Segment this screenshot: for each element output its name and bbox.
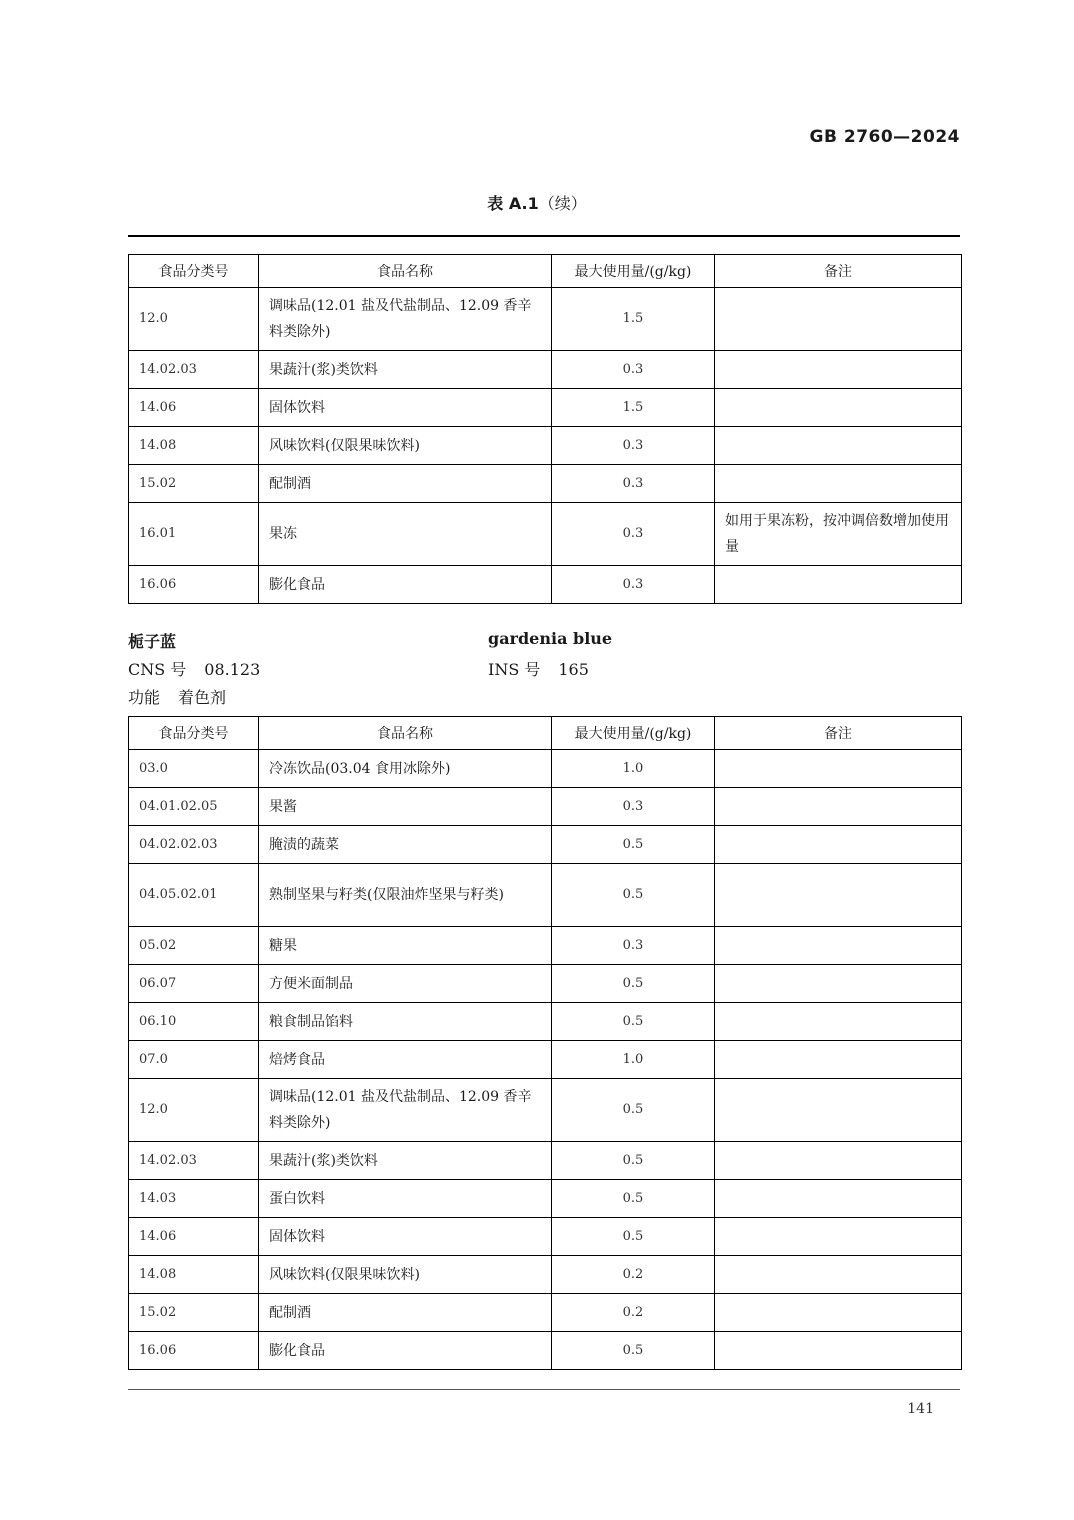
cell-code: 03.0 xyxy=(129,750,259,788)
cell-note xyxy=(715,1041,962,1079)
cell-code: 06.07 xyxy=(129,965,259,1003)
cell-code: 12.0 xyxy=(129,288,259,351)
cell-max: 0.3 xyxy=(552,566,715,604)
table-row xyxy=(129,1003,962,1041)
additive-table-2 xyxy=(128,716,962,1370)
cell-note xyxy=(715,566,962,604)
cell-max: 1.5 xyxy=(552,389,715,427)
additive-table-1 xyxy=(128,254,962,604)
cns-number xyxy=(128,657,260,680)
cell-name: 焙烤食品 xyxy=(259,1041,552,1079)
top-rule xyxy=(128,235,960,237)
cell-max: 1.5 xyxy=(552,288,715,351)
cell-max: 0.5 xyxy=(552,1332,715,1370)
col-header-category-code: 食品分类号 xyxy=(129,255,259,288)
cell-name: 调味品(12.01 盐及代盐制品、12.09 香辛料类除外) xyxy=(259,1079,552,1142)
cell-name: 风味饮料(仅限果味饮料) xyxy=(259,1256,552,1294)
cell-name: 果酱 xyxy=(259,788,552,826)
cell-max: 1.0 xyxy=(552,1041,715,1079)
table-row xyxy=(129,788,962,826)
cell-name: 固体饮料 xyxy=(259,1218,552,1256)
cell-name: 冷冻饮品(03.04 食用冰除外) xyxy=(259,750,552,788)
cell-name: 风味饮料(仅限果味饮料) xyxy=(259,427,552,465)
cell-name: 调味品(12.01 盐及代盐制品、12.09 香辛料类除外) xyxy=(259,288,552,351)
cell-code: 14.08 xyxy=(129,1256,259,1294)
cell-name: 果蔬汁(浆)类饮料 xyxy=(259,351,552,389)
function-label: 功能 xyxy=(128,688,161,707)
col-header-food-name: 食品名称 xyxy=(259,255,552,288)
cell-code: 16.01 xyxy=(129,503,259,566)
cell-note xyxy=(715,965,962,1003)
cell-code: 04.01.02.05 xyxy=(129,788,259,826)
cell-name: 膨化食品 xyxy=(259,1332,552,1370)
cell-code: 14.06 xyxy=(129,1218,259,1256)
cell-max: 0.5 xyxy=(552,1180,715,1218)
cell-max: 0.2 xyxy=(552,1294,715,1332)
function-value: 着色剂 xyxy=(178,688,227,707)
cns-label: CNS 号 xyxy=(128,660,187,679)
ins-value: 165 xyxy=(558,660,589,679)
table-row xyxy=(129,1332,962,1370)
cell-name: 配制酒 xyxy=(259,1294,552,1332)
cell-name: 果蔬汁(浆)类饮料 xyxy=(259,1142,552,1180)
cell-name: 糖果 xyxy=(259,927,552,965)
col-header-remarks: 备注 xyxy=(715,717,962,750)
cell-note xyxy=(715,1256,962,1294)
cell-name: 腌渍的蔬菜 xyxy=(259,826,552,864)
cell-note xyxy=(715,465,962,503)
standard-code: GB 2760—2024 xyxy=(809,127,960,147)
table-row xyxy=(129,1079,962,1142)
table-row xyxy=(129,1142,962,1180)
cell-code: 04.05.02.01 xyxy=(129,864,259,927)
ins-label: INS 号 xyxy=(488,660,541,679)
cell-note xyxy=(715,1332,962,1370)
table-row xyxy=(129,826,962,864)
page-number: 141 xyxy=(907,1401,934,1417)
cell-note xyxy=(715,351,962,389)
table-row xyxy=(129,465,962,503)
table-header-row xyxy=(129,717,962,750)
cell-name: 熟制坚果与籽类(仅限油炸坚果与籽类) xyxy=(259,864,552,927)
cell-max: 0.3 xyxy=(552,927,715,965)
cell-code: 04.02.02.03 xyxy=(129,826,259,864)
cell-note xyxy=(715,1079,962,1142)
cell-code: 14.06 xyxy=(129,389,259,427)
cell-name: 固体饮料 xyxy=(259,389,552,427)
table-row xyxy=(129,1256,962,1294)
table-row xyxy=(129,864,962,927)
additive-name-cn: 栀子蓝 xyxy=(128,632,177,651)
cell-name: 膨化食品 xyxy=(259,566,552,604)
cell-max: 0.5 xyxy=(552,826,715,864)
col-header-food-name: 食品名称 xyxy=(259,717,552,750)
col-header-max-usage: 最大使用量/(g/kg) xyxy=(552,255,715,288)
function-line xyxy=(128,685,226,708)
cell-name: 配制酒 xyxy=(259,465,552,503)
cell-note xyxy=(715,1142,962,1180)
cell-note xyxy=(715,927,962,965)
cell-max: 0.3 xyxy=(552,351,715,389)
table-row xyxy=(129,1294,962,1332)
ins-number xyxy=(488,657,589,680)
cell-note xyxy=(715,1294,962,1332)
table-row xyxy=(129,965,962,1003)
cell-max: 0.5 xyxy=(552,1218,715,1256)
cell-note xyxy=(715,788,962,826)
cell-max: 0.3 xyxy=(552,503,715,566)
cell-note xyxy=(715,288,962,351)
table-row xyxy=(129,566,962,604)
table-row xyxy=(129,1041,962,1079)
cell-max: 0.5 xyxy=(552,1142,715,1180)
cell-note xyxy=(715,864,962,927)
cell-code: 16.06 xyxy=(129,566,259,604)
table-row xyxy=(129,351,962,389)
table-caption-suffix: （续） xyxy=(538,194,587,213)
cell-name: 果冻 xyxy=(259,503,552,566)
cell-max: 0.3 xyxy=(552,427,715,465)
cell-note: 如用于果冻粉，按冲调倍数增加使用量 xyxy=(715,503,962,566)
col-header-max-usage: 最大使用量/(g/kg) xyxy=(552,717,715,750)
table-caption-prefix: 表 A.1 xyxy=(487,194,539,213)
cell-max: 0.5 xyxy=(552,1003,715,1041)
cell-code: 15.02 xyxy=(129,465,259,503)
cns-value: 08.123 xyxy=(204,660,261,679)
cell-code: 14.03 xyxy=(129,1180,259,1218)
cell-code: 16.06 xyxy=(129,1332,259,1370)
cell-note xyxy=(715,427,962,465)
cell-name: 粮食制品馅料 xyxy=(259,1003,552,1041)
table-row xyxy=(129,750,962,788)
cell-code: 14.02.03 xyxy=(129,351,259,389)
cell-note xyxy=(715,750,962,788)
cell-max: 0.5 xyxy=(552,864,715,927)
table-row xyxy=(129,288,962,351)
table-row xyxy=(129,389,962,427)
cell-max: 0.3 xyxy=(552,465,715,503)
table-row xyxy=(129,427,962,465)
additive-name-en: gardenia blue xyxy=(488,629,613,648)
cell-max: 1.0 xyxy=(552,750,715,788)
table-row xyxy=(129,927,962,965)
table-row xyxy=(129,1180,962,1218)
cell-note xyxy=(715,1003,962,1041)
cell-max: 0.5 xyxy=(552,1079,715,1142)
table-caption xyxy=(0,191,1074,214)
cell-code: 14.08 xyxy=(129,427,259,465)
cell-max: 0.2 xyxy=(552,1256,715,1294)
cell-note xyxy=(715,826,962,864)
cell-max: 0.3 xyxy=(552,788,715,826)
cell-code: 05.02 xyxy=(129,927,259,965)
table-row xyxy=(129,1218,962,1256)
cell-code: 15.02 xyxy=(129,1294,259,1332)
cell-note xyxy=(715,389,962,427)
col-header-remarks: 备注 xyxy=(715,255,962,288)
table-header-row xyxy=(129,255,962,288)
cell-code: 14.02.03 xyxy=(129,1142,259,1180)
bottom-rule xyxy=(128,1389,960,1390)
cell-name: 蛋白饮料 xyxy=(259,1180,552,1218)
col-header-category-code: 食品分类号 xyxy=(129,717,259,750)
cell-note xyxy=(715,1180,962,1218)
cell-code: 12.0 xyxy=(129,1079,259,1142)
cell-code: 06.10 xyxy=(129,1003,259,1041)
cell-code: 07.0 xyxy=(129,1041,259,1079)
table-row xyxy=(129,503,962,566)
cell-name: 方便米面制品 xyxy=(259,965,552,1003)
cell-note xyxy=(715,1218,962,1256)
cell-max: 0.5 xyxy=(552,965,715,1003)
